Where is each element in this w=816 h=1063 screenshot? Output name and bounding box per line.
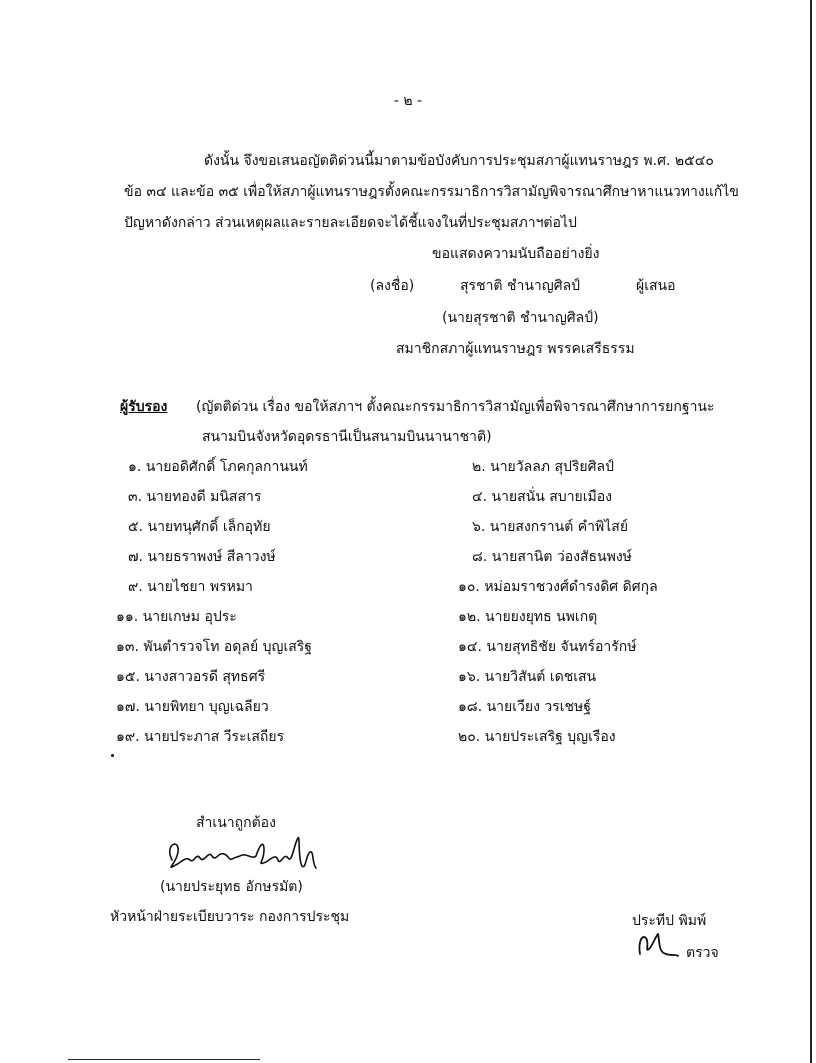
body-line-2: ข้อ ๓๔ และข้อ ๓๕ เพื่อให้สภาผู้แทนราษฎรตั้งคณะกรรมาธิการวิสามัญพิจารณาศึกษาหาแนวทางแก้ไข [124, 184, 739, 200]
endorser-left: ๕. นายทนุศักดิ์ เล็กอุทัย [128, 519, 271, 535]
endorser-left: ๑. นายอดิศักดิ์ โภคกุลกานนท์ [128, 459, 308, 475]
stray-mark [111, 754, 114, 757]
endorser-right: ๑๔. นายสุทธิชัย จันทร์อารักษ์ [458, 639, 637, 655]
endorser-right: ๘. นายสานิต ว่องสัธนพงษ์ [472, 549, 632, 565]
endorser-right: ๑๖. นายวิสันต์ เดชเสน [458, 669, 597, 685]
sign-label: (ลงชื่อ) [370, 278, 415, 294]
endorsers-desc-2: สนามบินจังหวัดอุดรธานีเป็นสนามบินนานาชาติ) [202, 429, 492, 445]
typed-by: ประทีป พิมพ์ [632, 913, 707, 929]
endorser-right: ๖. นายสงกรานต์ คำพิไสย์ [472, 519, 629, 535]
endorser-right: ๑๐. หม่อมราชวงศ์ดำรงดิศ ดิศกุล [458, 579, 658, 595]
endorsers-label: ผู้รับรอง [120, 399, 168, 415]
endorser-left: ๑๓. พันตำรวจโท อดุลย์ บุญเสริฐ [116, 639, 313, 655]
scan-edge-line [810, 0, 812, 1063]
signer-name-paren: (นายสุรชาติ ชำนาญศิลป์) [442, 310, 599, 326]
handwritten-initials [636, 928, 680, 960]
endorser-left: ๓. นายทองดี มนิสสาร [128, 489, 262, 505]
signer-position: สมาชิกสภาผู้แทนราษฎร พรรคเสรีธรรม [396, 341, 635, 357]
endorser-left: ๙. นายไชยา พรหมา [128, 579, 253, 595]
certified-title: หัวหน้าฝ่ายระเบียบวาระ กองการประชุม [110, 909, 350, 925]
endorser-right: ๒. นายวัลลภ สุปริยศิลป์ [472, 459, 614, 475]
checked-label: ตรวจ [686, 945, 719, 961]
closing-respect: ขอแสดงความนับถืออย่างยิ่ง [432, 246, 600, 262]
endorser-left: ๑๑. นายเกษม อุประ [116, 609, 237, 625]
endorser-right: ๑๘. นายเวียง วรเชษฐ์ [458, 699, 591, 715]
certified-label: สำเนาถูกต้อง [196, 815, 276, 831]
handwritten-signature [160, 830, 320, 880]
proposer-label: ผู้เสนอ [636, 278, 676, 294]
endorsers-desc-1: (ญัตติด่วน เรื่อง ขอให้สภาฯ ตั้งคณะกรรมาธิการวิสามัญเพื่อพิจารณาศึกษาการยกฐานะ [196, 399, 715, 415]
endorser-left: ๑๗. นายพิทยา บุญเฉลียว [116, 699, 269, 715]
endorser-left: ๑๕. นางสาวอรดี สุทธศรี [116, 669, 266, 685]
endorser-right: ๔. นายสนั่น สบายเมือง [472, 489, 613, 505]
body-line-1: ดังนั้น จึงขอเสนอญัตติด่วนนี้มาตามข้อบังคับการประชุมสภาผู้แทนราษฎร พ.ศ. ๒๕๔๐ [204, 153, 714, 169]
endorser-left: ๗. นายธราพงษ์ สีลาวงษ์ [128, 549, 276, 565]
endorser-right: ๒๐. นายประเสริฐ บุญเรือง [458, 729, 616, 745]
signer-name: สุรชาติ ชำนาญศิลป์ [460, 278, 581, 294]
endorser-right: ๑๒. นายยงยุทธ นพเกตุ [458, 609, 598, 625]
endorser-left: ๑๙. นายประภาส วีระเสถียร [116, 729, 285, 745]
body-line-3: ปัญหาดังกล่าว ส่วนเหตุผลและรายละเอียดจะได้ชี้แจงในที่ประชุมสภาฯต่อไป [124, 215, 577, 231]
certified-name-paren: (นายประยุทธ อักษรมัต) [160, 879, 303, 895]
footer-rule [68, 1059, 260, 1060]
page-number: - ๒ - [393, 93, 423, 109]
